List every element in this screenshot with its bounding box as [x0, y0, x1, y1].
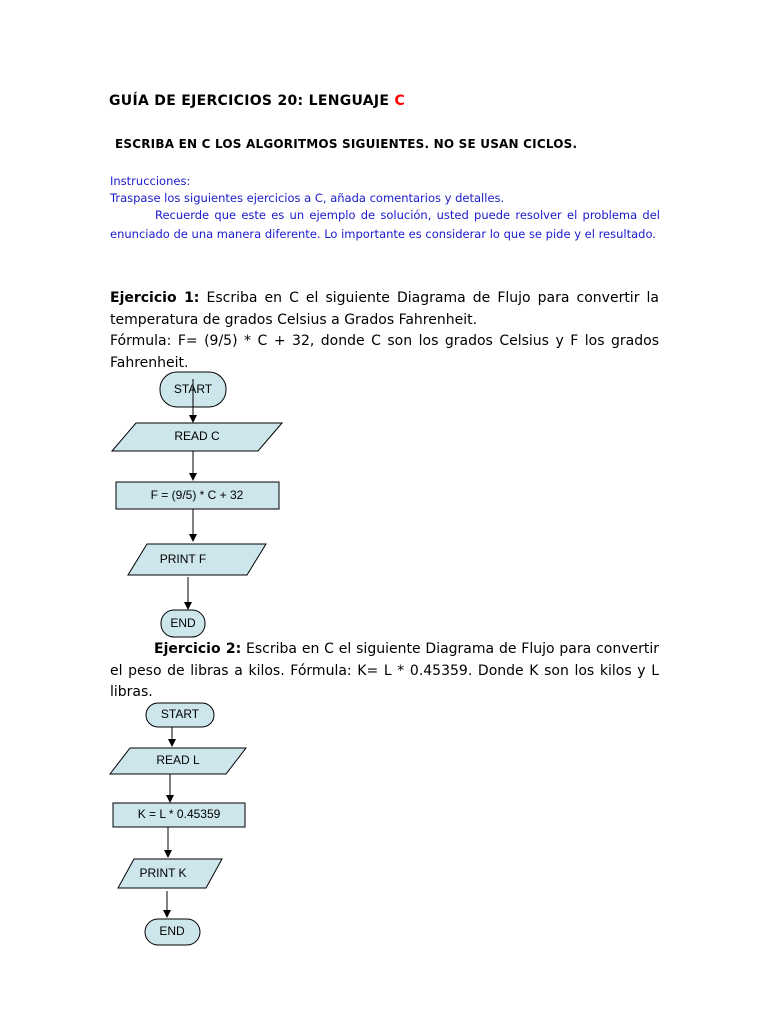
flow1-input-label: READ C	[174, 429, 220, 444]
instructions-heading: Instrucciones:	[110, 174, 191, 188]
page-subtitle: ESCRIBA EN C LOS ALGORITMOS SIGUIENTES. NO SE USAN CICLOS.	[115, 137, 578, 151]
flow1-input	[112, 423, 282, 451]
exercise1-formula: Fórmula: F= (9/5) * C + 32, donde C son los grados Celsius y F los grados Fahrenheit.	[110, 333, 659, 371]
exercise2-text: Escriba en C el siguiente Diagrama de Flujo para convertir el peso de libras a kilos. Fórmula: K= L * 0.45359. Donde K son los kilos y L libras.	[110, 641, 659, 700]
flowchart-2	[110, 703, 246, 945]
flowchart-1	[112, 372, 282, 637]
flow1-process-label: F = (9/5) * C + 32	[150, 488, 244, 503]
flow2-start	[146, 703, 214, 727]
flow2-output	[118, 859, 222, 888]
flow1-output-label: PRINT F	[159, 552, 207, 567]
exercise1-label: Ejercicio 1:	[110, 290, 200, 306]
flow2-end	[145, 919, 200, 945]
flow1-process	[116, 482, 279, 509]
title-prefix: GUÍA DE EJERCICIOS 20: LENGUAJE	[109, 93, 395, 109]
exercise2-label: Ejercicio 2:	[154, 641, 242, 657]
title-accent: C	[394, 93, 406, 109]
instructions-paragraph: Recuerde que este es un ejemplo de solución, usted puede resolver el problema del enunciado de una manera diferente. Lo importante es considerar lo que se pide y el resultado.	[110, 208, 660, 241]
flow2-process	[113, 803, 245, 827]
flow1-end	[161, 610, 205, 637]
flow2-end-label: END	[159, 924, 185, 939]
flow2-process-label: K = L * 0.45359	[137, 807, 221, 822]
flow2-input-label: READ L	[156, 753, 200, 768]
instructions-line: Traspase los siguientes ejercicios a C, añada comentarios y detalles.	[110, 191, 505, 205]
flow2-output-label: PRINT K	[139, 866, 187, 881]
flow2-input	[110, 748, 246, 774]
flow1-end-label: END	[170, 616, 196, 631]
exercise1-text: Escriba en C el siguiente Diagrama de Flujo para convertir la temperatura de grados Celsius a Grados Fahrenheit.	[110, 290, 659, 328]
flow1-output	[128, 544, 266, 575]
flow2-start-label: START	[160, 707, 200, 722]
flow1-start-label: START	[173, 382, 213, 397]
